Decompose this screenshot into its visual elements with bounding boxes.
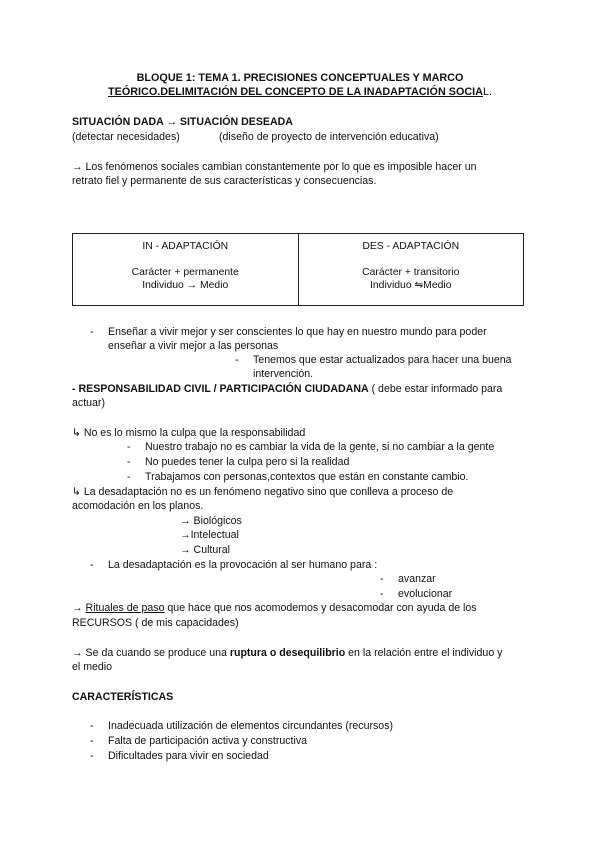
des-adaptation-heading: DES - ADAPTACIÓN (362, 241, 460, 252)
bullet-dash: - (90, 559, 94, 571)
bullet-dash: - (90, 326, 94, 338)
rituals-rest: que hace que nos acomodemos y desacomodar con ayuda de los (164, 602, 477, 614)
bullet-dash: - (235, 354, 239, 366)
document-title-line-2 (72, 85, 528, 99)
responsibility-line-1 (72, 382, 502, 396)
rituals-arrow: → (72, 602, 86, 614)
bullet-2-line-1: Tenemos que estar actualizados para hacer una buena (253, 354, 512, 366)
bullet-dash: - (380, 573, 384, 585)
plane-biological: → Biológicos (180, 515, 242, 527)
situation-heading: SITUACIÓN DADA → SITUACIÓN DESEADA (72, 116, 293, 128)
bullet-1-line-1: Enseñar a vivir mejor y ser conscientes lo que hay en nuestro mundo para poder (108, 326, 487, 338)
characteristic-item-2: Falta de participación activa y constructiva (108, 735, 308, 747)
intro-line-2: retrato fiel y permanente de sus características y consecuencias. (72, 175, 377, 187)
adaptation-comparison-table (72, 233, 524, 306)
bullet-dash: - (90, 750, 94, 762)
bullet-dash: - (90, 720, 94, 732)
responsibility-rest: ( debe estar informado para (368, 383, 503, 395)
title-underlined-part: TEÓRICO.DELIMITACIÓN DEL CONCEPTO DE LA INADAPTACIÓN SOCIA (108, 86, 483, 98)
des-adaptation-line-2: Individuo ⇋Medio (370, 280, 452, 291)
in-adaptation-heading: IN - ADAPTACIÓN (142, 241, 229, 252)
rupture-pre: → Se da cuando se produce una (72, 647, 230, 659)
bullet-2-line-2: intervención. (253, 368, 314, 380)
culpa-item-2: No puedes tener la culpa pero si la realidad (145, 456, 350, 468)
bullet-1-line-2: enseñar a vivir mejor a las personas (108, 340, 279, 352)
goal-evolve: evolucionar (398, 588, 453, 600)
desadapt-line-1: ↳ La desadaptación no es un fenómeno negativo sino que conlleva a proceso de (72, 486, 454, 498)
characteristic-item-3: Dificultades para vivir en sociedad (108, 750, 269, 762)
in-adaptation-line-1: Carácter + permanente (131, 267, 239, 278)
goal-advance: avanzar (398, 573, 436, 585)
bullet-dash: - (127, 471, 131, 483)
culpa-item-1: Nuestro trabajo no es cambiar la vida de la gente, si no cambiar a la gente (145, 441, 495, 453)
desadapt-line-2: acomodación en los planos. (72, 500, 204, 512)
situation-right-note: (diseño de proyecto de intervención educativa) (219, 131, 439, 143)
des-adaptation-line-1: Carácter + transitorio (362, 267, 460, 278)
provocation-line: La desadaptación es la provocación al ser humano para : (108, 559, 378, 571)
plane-intellectual: →Intelectual (180, 529, 239, 541)
bullet-dash: - (127, 456, 131, 468)
bullet-dash: - (90, 735, 94, 747)
des-adaptation-cell (298, 234, 524, 306)
rupture-line-1 (72, 646, 502, 660)
bullet-dash: - (127, 441, 131, 453)
rituals-line-1 (72, 601, 477, 615)
plane-cultural: → Cultural (180, 544, 231, 556)
in-adaptation-cell (73, 234, 299, 306)
in-adaptation-line-2: Individuo → Medio (142, 280, 229, 291)
characteristics-heading: CARACTERÍSTICAS (72, 691, 174, 703)
culpa-line: ↳ No es lo mismo la culpa que la responsabilidad (72, 427, 306, 439)
rupture-line-2: el medio (72, 661, 113, 673)
rupture-bold: ruptura o desequilibrio (229, 647, 346, 659)
responsibility-bold: - RESPONSABILIDAD CIVIL / PARTICIPACIÓN CIUDADANA (72, 383, 369, 395)
characteristic-item-1: Inadecuada utilización de elementos circundantes (recursos) (108, 720, 394, 732)
bullet-dash: - (380, 588, 384, 600)
intro-line-1: → Los fenómenos sociales cambian constantemente por lo que es imposible hacer un (72, 161, 477, 173)
document-title-line-1: BLOQUE 1: TEMA 1. PRECISIONES CONCEPTUALES Y MARCO (136, 72, 464, 84)
title-tail: L. (482, 86, 492, 98)
situation-left-note: (detectar necesidades) (72, 131, 180, 143)
rituals-underlined: Rituales de paso (85, 602, 165, 614)
rupture-post: en la relación entre el individuo y (345, 647, 503, 659)
responsibility-line-2: actuar) (72, 397, 105, 409)
culpa-item-3: Trabajamos con personas,contextos que están en constante cambio. (145, 471, 469, 483)
rituals-line-2: RECURSOS ( de mis capacidades) (72, 617, 239, 629)
